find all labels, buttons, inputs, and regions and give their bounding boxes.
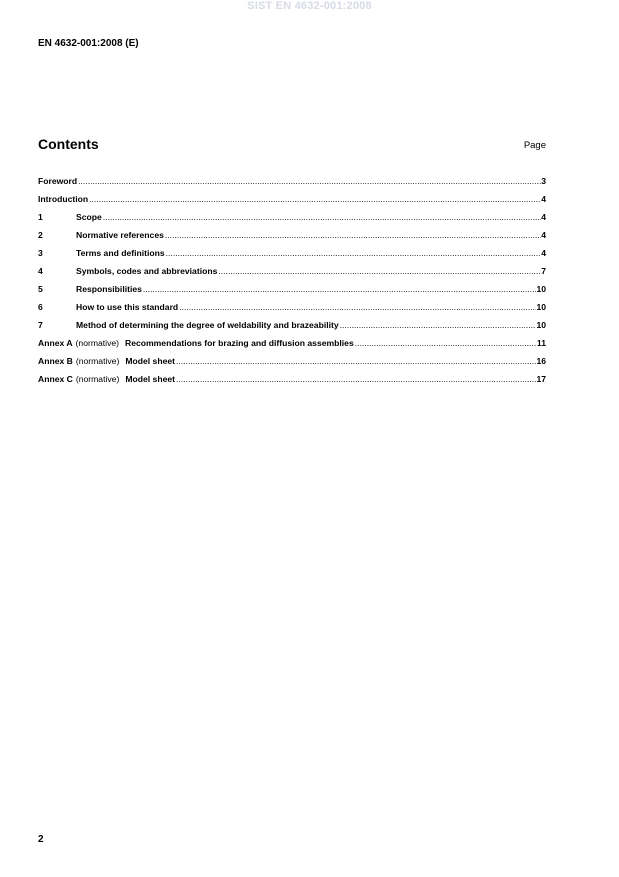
toc-entry-page: 11 [536, 338, 546, 348]
toc-entry-page: 4 [541, 248, 546, 258]
toc-entry-title: Introduction [38, 194, 89, 204]
toc-leader-dots [355, 337, 537, 350]
toc-entry-title: Model sheet [125, 356, 175, 366]
toc-entry-normative-references[interactable] [38, 229, 546, 247]
toc-entry-title: Responsibilities [76, 284, 142, 294]
toc-entry-page: 16 [536, 356, 546, 366]
toc-entry-annex-a[interactable] [38, 337, 546, 355]
toc-entry-page: 7 [541, 266, 546, 276]
toc-entry-page: 17 [536, 374, 546, 384]
toc-entry-title: Terms and definitions [76, 248, 165, 258]
toc-entry-page: 4 [541, 212, 546, 222]
toc-entry-number: 7 [38, 320, 43, 330]
toc-annex-note: (normative) [75, 374, 120, 384]
toc-entry-title: Method of determining the degree of weldability and brazeability [76, 320, 339, 330]
toc-entry-title: Scope [76, 212, 102, 222]
toc-annex-label: Annex A [38, 338, 73, 348]
toc-entry-responsibilities[interactable] [38, 283, 546, 301]
page-number: 2 [38, 834, 44, 845]
toc-leader-dots [179, 301, 536, 314]
toc-entry-title: How to use this standard [76, 302, 179, 312]
document-id-header: EN 4632-001:2008 (E) [38, 38, 139, 49]
toc-entry-annex-b[interactable] [38, 355, 546, 373]
toc-entry-symbols-codes-abbreviations[interactable] [38, 265, 546, 283]
toc-entry-terms-and-definitions[interactable] [38, 247, 546, 265]
toc-leader-dots [166, 247, 542, 260]
toc-entry-title: Symbols, codes and abbreviations [76, 266, 218, 276]
toc-leader-dots [176, 355, 536, 368]
toc-entry-page: 10 [536, 284, 546, 294]
contents-title: Contents [38, 136, 99, 152]
toc-entry-title: Normative references [76, 230, 164, 240]
watermark: SIST EN 4632-001:2008 [247, 0, 372, 12]
toc-entry-annex-c[interactable] [38, 373, 546, 391]
toc-entry-page: 4 [541, 230, 546, 240]
toc-entry-scope[interactable] [38, 211, 546, 229]
toc-annex-label: Annex C [38, 374, 73, 384]
toc-leader-dots [340, 319, 537, 332]
toc-entry-introduction[interactable] [38, 193, 546, 211]
toc-annex-label: Annex B [38, 356, 73, 366]
toc-entry-number: 6 [38, 302, 43, 312]
toc-entry-number: 4 [38, 266, 43, 276]
toc-entry-title: Recommendations for brazing and diffusion assemblies [125, 338, 354, 348]
toc-entry-number: 5 [38, 284, 43, 294]
toc-leader-dots [176, 373, 536, 386]
toc-leader-dots [143, 283, 537, 296]
page-column-label: Page [523, 140, 546, 151]
toc-entry-page: 3 [541, 176, 546, 186]
toc-annex-note: (normative) [75, 338, 120, 348]
toc-entry-number: 2 [38, 230, 43, 240]
toc-leader-dots [218, 265, 541, 278]
toc-entry-number: 3 [38, 248, 43, 258]
toc-entry-title: Model sheet [125, 374, 175, 384]
toc-entry-page: 4 [541, 194, 546, 204]
toc-annex-note: (normative) [75, 356, 120, 366]
toc-entry-title: Foreword [38, 176, 78, 186]
toc-leader-dots [103, 211, 541, 224]
toc-leader-dots [165, 229, 541, 242]
toc-leader-dots [78, 175, 541, 188]
toc-entry-how-to-use[interactable] [38, 301, 546, 319]
toc-entry-foreword[interactable] [38, 175, 546, 193]
toc-entry-number: 1 [38, 212, 43, 222]
toc-entry-page: 10 [536, 302, 546, 312]
table-of-contents [38, 175, 546, 391]
toc-entry-method-weldability[interactable] [38, 319, 546, 337]
toc-leader-dots [89, 193, 541, 206]
toc-entry-page: 10 [536, 320, 546, 330]
